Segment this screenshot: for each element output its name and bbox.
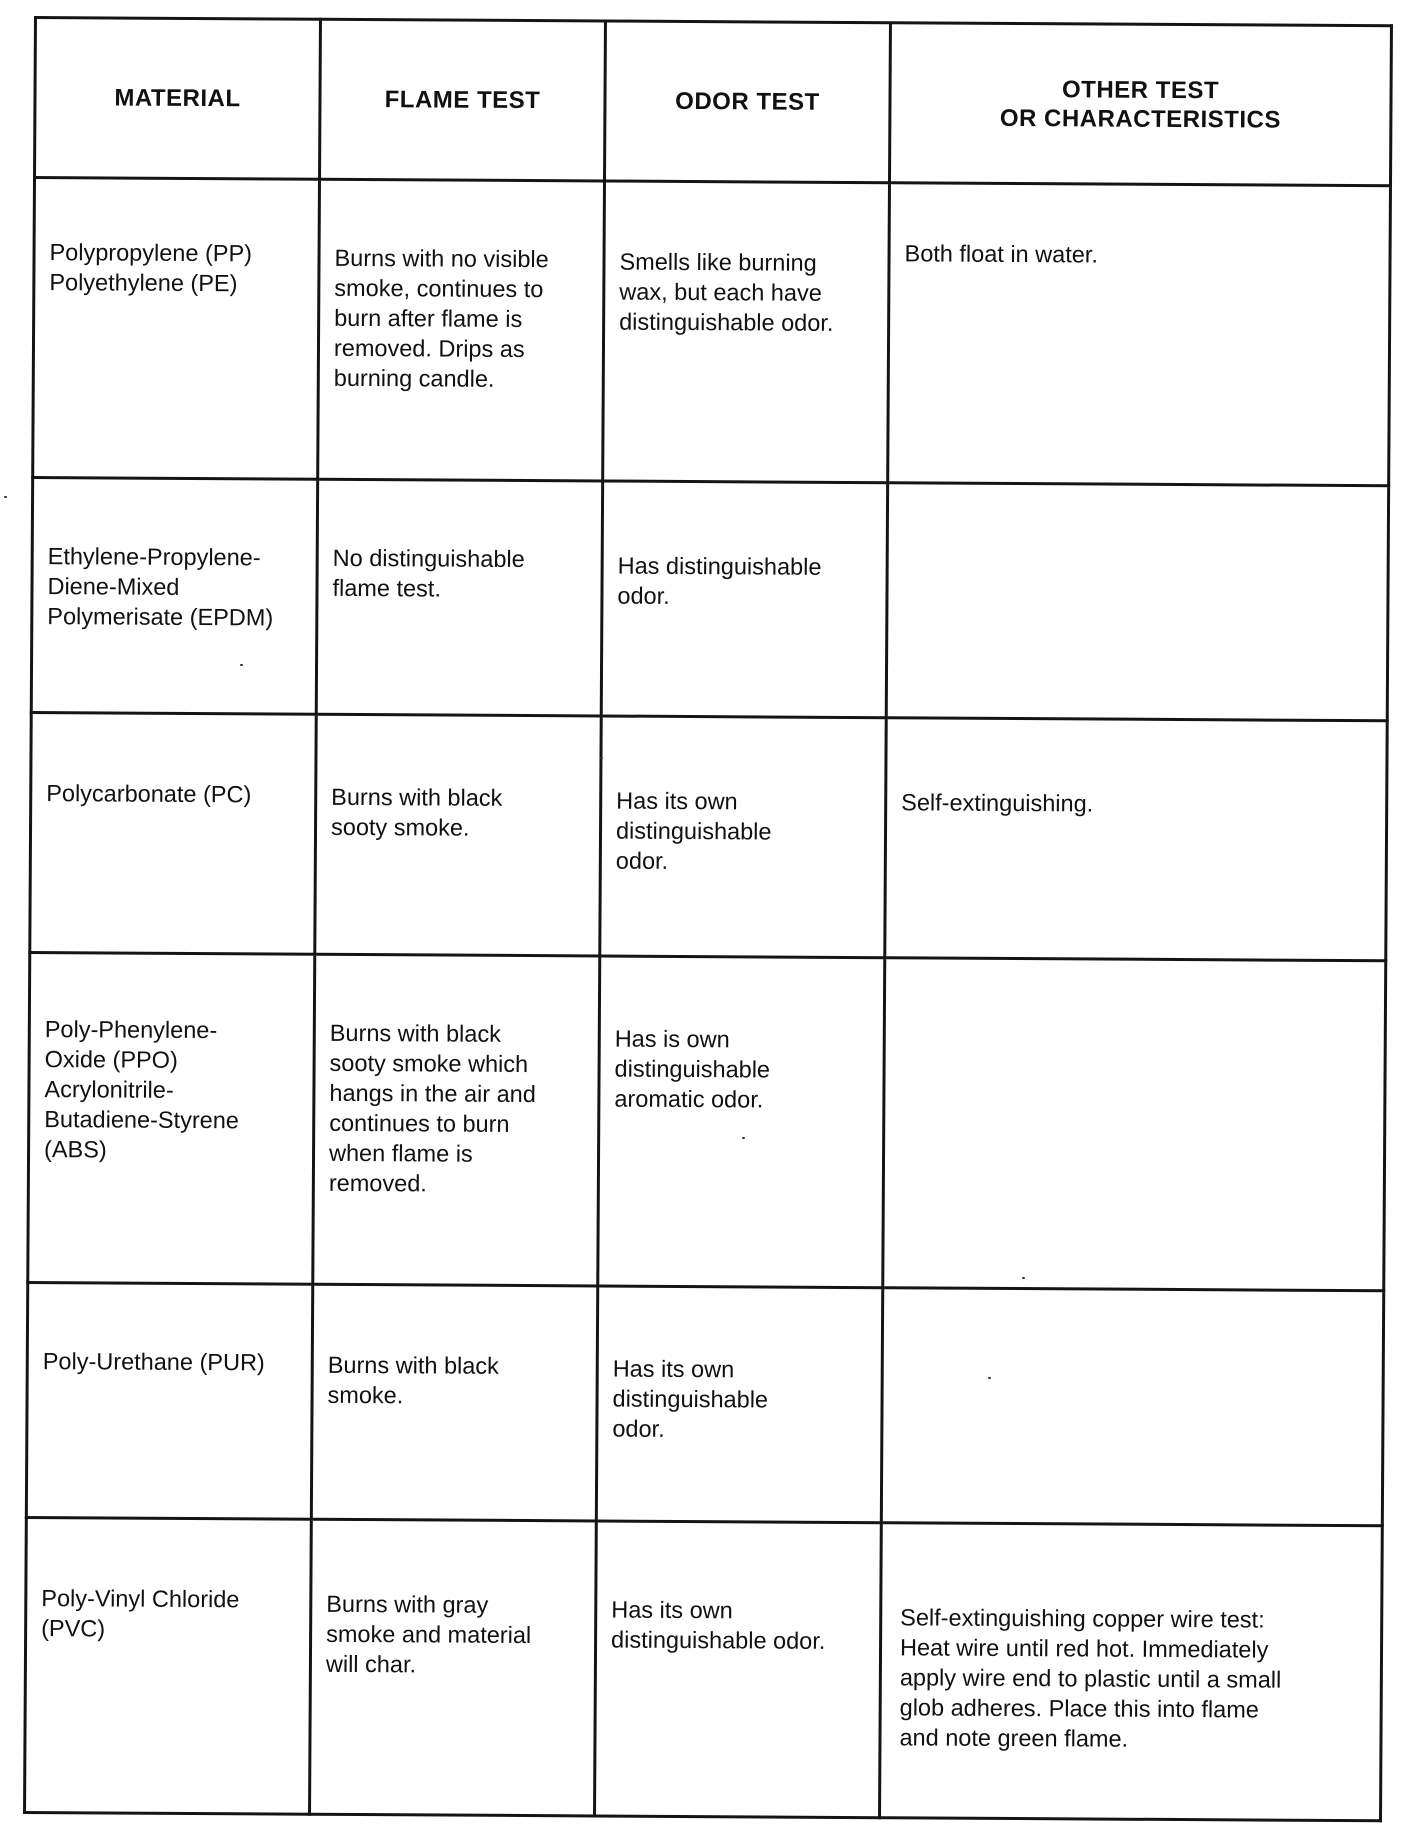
odor-test-text: Has distinguishable odor.: [617, 552, 822, 609]
table-row: [26, 1282, 1383, 1525]
material-cell: [30, 712, 316, 954]
flame-test-text: Burns with black sooty smoke which hangs in the air and continues to burn when flame is removed.: [328, 1019, 536, 1197]
other-test-text: Self-extinguishing copper wire test: Heat wire until red hot. Immediately apply wire end to plastic until a small glob adheres. Place this into flame and note green flame.: [899, 1604, 1282, 1752]
scan-speck: [1022, 1277, 1025, 1279]
odor-test-cell: [600, 716, 886, 958]
other-test-cell: [880, 1523, 1383, 1821]
other-test-text: [886, 959, 1384, 962]
flame-test-cell: [316, 479, 602, 716]
material-cell: [31, 478, 317, 715]
flame-test-text: Burns with no visible smoke, continues to burn after flame is removed. Drips as burning candle.: [333, 244, 549, 392]
column-header-other-test: OTHER TEST OR CHARACTERISTICS: [889, 23, 1391, 186]
other-test-cell: [881, 1288, 1383, 1526]
table-row: [25, 1517, 1383, 1820]
odor-test-cell: [596, 1286, 882, 1523]
flame-test-text: Burns with black sooty smoke.: [330, 783, 503, 841]
flame-test-cell: [318, 179, 605, 481]
flame-test-text: Burns with gray smoke and material will char.: [325, 1590, 532, 1678]
odor-test-text: Has its own distinguishable odor.: [615, 787, 772, 874]
plastics-identification-sheet: [23, 16, 1390, 1819]
odor-test-text: Has its own distinguishable odor.: [611, 1596, 826, 1654]
material-text: Ethylene-Propylene- Diene-Mixed Polymerisate (EPDM): [47, 543, 274, 631]
header-row: [35, 18, 1392, 186]
flame-test-cell: [310, 1519, 597, 1816]
table-row: [28, 952, 1386, 1290]
column-header-odor-test: ODOR TEST: [605, 21, 891, 183]
odor-test-text: Has is own distinguishable aromatic odor.: [614, 1025, 771, 1113]
table-row: [30, 712, 1387, 960]
other-test-text: Self-extinguishing.: [901, 789, 1094, 817]
table-row: [31, 478, 1388, 721]
column-header-flame-test: FLAME TEST: [320, 19, 606, 181]
scan-speck: [742, 1137, 745, 1139]
column-header-material: MATERIAL: [35, 18, 321, 180]
odor-test-cell: [601, 481, 887, 718]
material-text: Polypropylene (PP) Polyethylene (PE): [49, 239, 253, 297]
odor-test-text: Has its own distinguishable odor.: [612, 1355, 769, 1442]
odor-test-cell: [603, 181, 890, 483]
material-text: Poly-Urethane (PUR): [42, 1348, 265, 1376]
odor-test-text: Smells like burning wax, but each have distinguishable odor.: [619, 248, 834, 336]
scan-speck: [240, 664, 243, 666]
material-cell: [25, 1517, 312, 1814]
flame-test-cell: [315, 714, 601, 956]
other-test-text: [884, 1289, 1382, 1292]
material-text: Poly-Vinyl Chloride (PVC): [41, 1585, 240, 1642]
flame-test-cell: [313, 954, 600, 1286]
other-test-text: Both float in water.: [904, 240, 1098, 268]
odor-test-cell: [598, 956, 885, 1288]
flame-test-text: No distinguishable flame test.: [332, 544, 525, 602]
other-test-cell: [885, 718, 1387, 961]
other-test-cell: [888, 183, 1391, 486]
other-test-cell: [883, 958, 1386, 1291]
material-cell: [28, 952, 315, 1284]
flame-test-cell: [311, 1284, 597, 1521]
flame-test-text: Burns with black smoke.: [327, 1351, 499, 1409]
material-text: Poly-Phenylene- Oxide (PPO) Acrylonitrile- Butadiene-Styrene (ABS): [43, 1016, 239, 1163]
material-cell: [33, 178, 320, 480]
plastics-test-table: [23, 16, 1393, 1822]
scan-speck: [600, 757, 603, 759]
other-test-text: [889, 484, 1387, 487]
scan-speck: [988, 1377, 991, 1379]
other-test-cell: [886, 483, 1388, 721]
odor-test-cell: [595, 1521, 882, 1818]
material-text: Polycarbonate (PC): [46, 780, 252, 808]
scan-speck: [4, 496, 7, 498]
table-row: [33, 178, 1391, 486]
material-cell: [26, 1282, 312, 1519]
